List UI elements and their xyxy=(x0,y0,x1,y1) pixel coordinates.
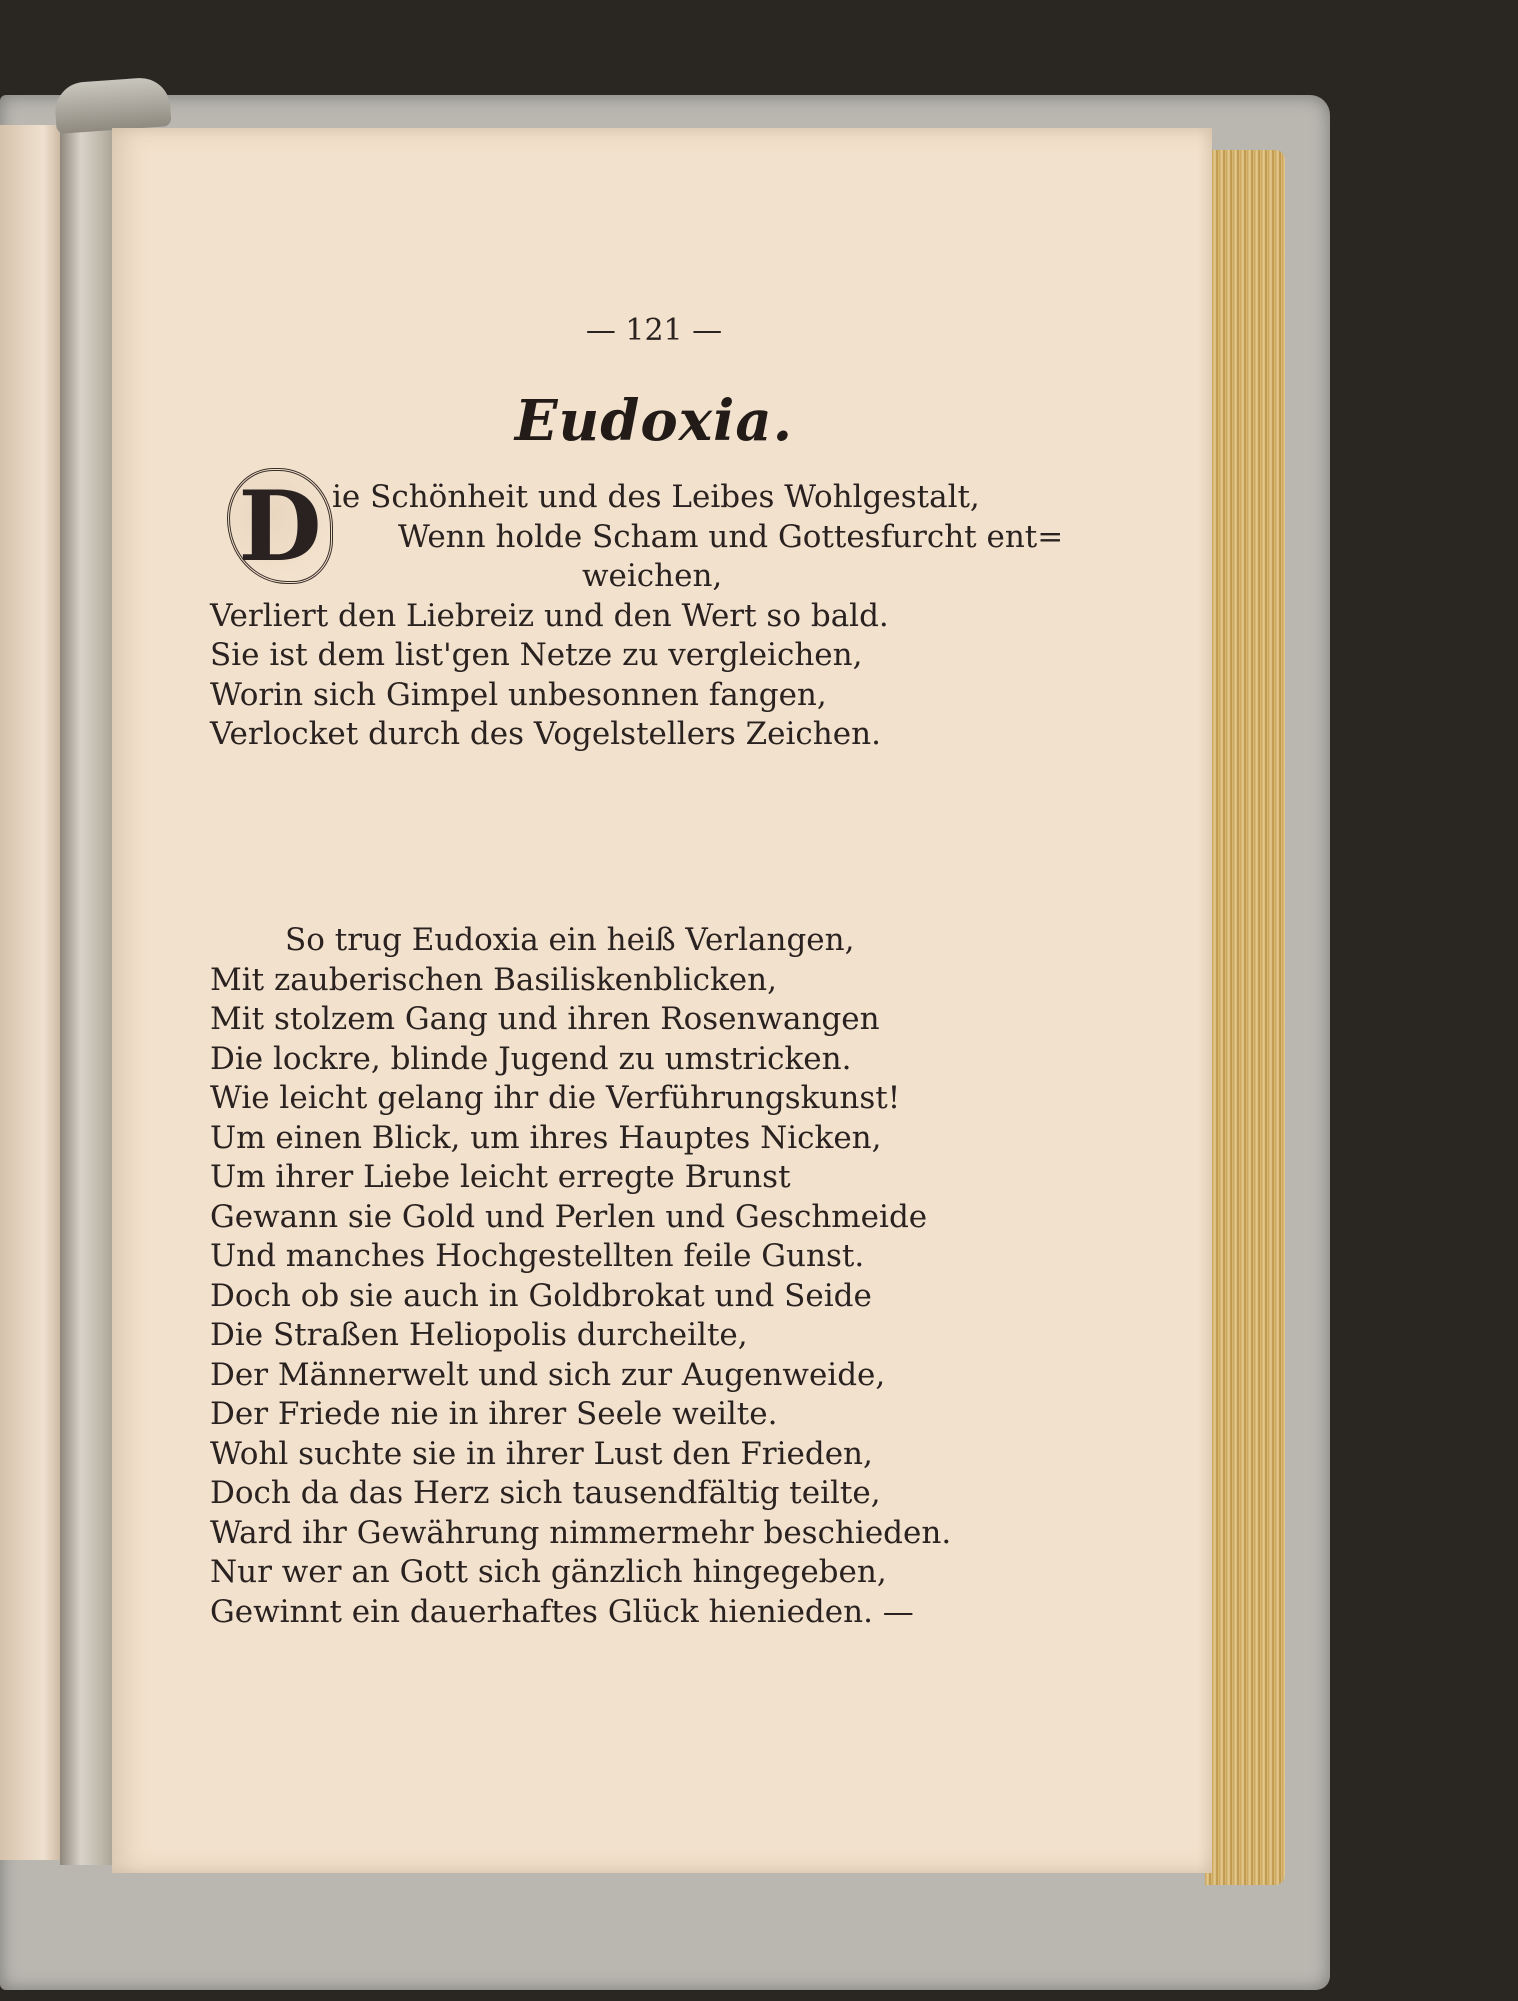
poem-line: Sie ist dem list'gen Netze zu vergleichen, xyxy=(210,637,863,673)
book-page xyxy=(112,128,1212,1873)
poem-line: Doch da das Herz sich tausendfältig teilte, xyxy=(210,1475,881,1511)
poem-line: Mit stolzem Gang und ihren Rosenwangen xyxy=(210,1001,880,1037)
poem-line: Ward ihr Gewährung nimmermehr beschieden. xyxy=(210,1514,952,1551)
stanza-2 xyxy=(210,921,951,1632)
poem-line: Um einen Blick, um ihres Hauptes Nicken, xyxy=(210,1119,882,1156)
page-edges xyxy=(1205,150,1285,1885)
poem-line: So trug Eudoxia ein heiß Verlangen, xyxy=(285,922,855,958)
poem-line: Verliert den Liebreiz und den Wert so bald. xyxy=(210,597,889,634)
left-page-edge xyxy=(0,125,62,1860)
stanza-1 xyxy=(210,478,1063,755)
poem-line: Gewann sie Gold und Perlen und Geschmeide xyxy=(210,1198,928,1235)
poem-line: Worin sich Gimpel unbesonnen fangen, xyxy=(210,676,827,713)
poem-line: Um ihrer Liebe leicht erregte Brunst xyxy=(210,1159,791,1195)
poem-line: Nur wer an Gott sich gänzlich hingegeben, xyxy=(210,1554,887,1590)
poem-title: Eudoxia. xyxy=(514,388,794,454)
poem-line: Der Friede nie in ihrer Seele weilte. xyxy=(210,1396,778,1432)
poem-line: Und manches Hochgestellten feile Gunst. xyxy=(210,1238,865,1274)
book-gutter xyxy=(60,110,120,1865)
poem-line: Wenn holde Scham und Gottesfurcht ent= xyxy=(398,518,1064,555)
poem-line: ie Schönheit und des Leibes Wohlgestalt, xyxy=(332,479,980,515)
poem-line: Der Männerwelt und sich zur Augenweide, xyxy=(210,1356,886,1393)
poem-line: weichen, xyxy=(582,558,723,594)
poem-line: Verlocket durch des Vogelstellers Zeichen. xyxy=(210,716,881,752)
poem-line: Mit zauberischen Basiliskenblicken, xyxy=(210,961,777,998)
page-number: — 121 — xyxy=(585,313,723,348)
poem-line: Wohl suchte sie in ihrer Lust den Frieden, xyxy=(210,1435,873,1472)
poem-line: Die lockre, blinde Jugend zu umstricken. xyxy=(210,1040,852,1077)
poem-line: Wie leicht gelang ihr die Verführungskunst! xyxy=(210,1080,901,1116)
bookmark-ribbon xyxy=(53,76,171,134)
decorative-initial: D xyxy=(227,468,333,584)
poem-line: Die Straßen Heliopolis durcheilte, xyxy=(210,1317,748,1353)
poem-line: Gewinnt ein dauerhaftes Glück hienieden. — xyxy=(210,1593,914,1630)
poem-line: Doch ob sie auch in Goldbrokat und Seide xyxy=(210,1277,872,1314)
